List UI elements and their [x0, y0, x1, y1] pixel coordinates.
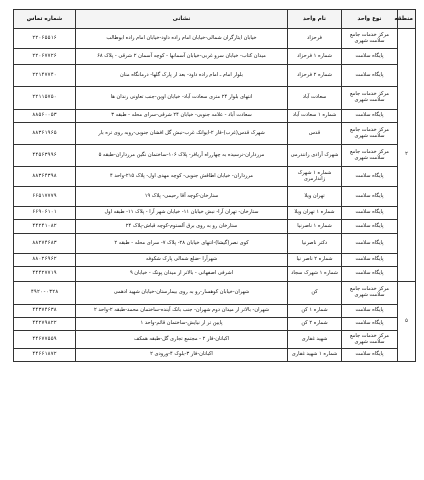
phone-cell: ۲۲۱۱۵۷۵۰ — [14, 87, 76, 110]
type-cell: پایگاه سلامت — [342, 349, 398, 362]
name-cell: شماره ۱ شهرک سجاد — [288, 267, 342, 282]
name-cell: شماره ۲ کن — [288, 318, 342, 331]
address-cell: اشرفی اصفهانی - بالاتر از میدان پونک - خیابان ۹ — [76, 267, 288, 282]
phone-cell: ۴۴۴۲۷۷۱۹ — [14, 267, 76, 282]
type-cell: پایگاه سلامت — [342, 305, 398, 318]
phone-cell: ۴۹۲۰-۰۳۲۸ — [14, 282, 76, 305]
name-cell: شهید غفاری — [288, 331, 342, 349]
address-cell: انتهای بلوار ۲۴ متری سعادت آباد- خیابان اوین-جنب تعاونی زندان ها — [76, 87, 288, 110]
type-cell: مرکز خدمات جامع سلامت شهری — [342, 29, 398, 49]
type-cell: مرکز خدمات جامع سلامت شهری — [342, 123, 398, 145]
table-row — [14, 220, 416, 234]
type-cell: مرکز خدمات جامع سلامت شهری — [342, 282, 398, 305]
name-cell: تهران ویلا — [288, 187, 342, 207]
address-cell: مرزداران- خیابان اطاقش جنوبی- کوچه مهدی اول- پلاک ۲۱۵-واحد ۴ — [76, 167, 288, 187]
address-cell: شهران- بالاتر از میدان دوم شهران- جنب بانک آینده-ساختمان محمد-طبقه ۲-واحد ۲ — [76, 305, 288, 318]
name-cell: فرحزاد — [288, 29, 342, 49]
region-cell: ۲ — [398, 29, 416, 282]
table-row — [14, 282, 416, 305]
type-cell: پایگاه سلامت — [342, 234, 398, 254]
name-cell: دکتر ناصرنیا — [288, 234, 342, 254]
address-cell: پایین تر از نیایش-ساختمان قائم-واحد ۱ — [76, 318, 288, 331]
type-cell: پایگاه سلامت — [342, 207, 398, 220]
table-row — [14, 318, 416, 331]
address-cell: اکباتان-فاز ۳-بلوک ۴-ورودی ۲ — [76, 349, 288, 362]
phone-cell: ۴۴۵۶۳۹۹۶ — [14, 145, 76, 167]
table-row — [14, 87, 416, 110]
phone-cell: ۴۴۳۷۴۶۳۸ — [14, 305, 76, 318]
header-name: نام واحد — [288, 10, 342, 29]
name-cell: شماره ۱ کن — [288, 305, 342, 318]
name-cell: شماره ۲ فرحزاد — [288, 65, 342, 87]
table-row — [14, 123, 416, 145]
header-phone: شماره تماس — [14, 10, 76, 29]
type-cell: پایگاه سلامت — [342, 49, 398, 65]
table-row — [14, 167, 416, 187]
name-cell: شماره ۱ فرحزاد — [288, 49, 342, 65]
type-cell: پایگاه سلامت — [342, 318, 398, 331]
name-cell: شماره ۱ تهران ویلا — [288, 207, 342, 220]
address-cell: بلوار امام ـ امام زاده داود- بعد از پارک گلها- درمانگاه منان — [76, 65, 288, 87]
type-cell: مرکز خدمات جامع سلامت شهری — [342, 145, 398, 167]
phone-cell: ۴۴۲۷۹۸۲۲ — [14, 318, 76, 331]
address-cell: شهران-خیابان کوهسار-رو به روی بیمارستان-خیابان شهید ادهمی — [76, 282, 288, 305]
type-cell: پایگاه سلامت — [342, 110, 398, 123]
table-row — [14, 267, 416, 282]
phone-cell: ۴۴۶۶۱۸۷۲ — [14, 349, 76, 362]
address-cell: ستارخان- تهران آرا- نبش خیابان ۱۱- خیابان شهر آرا - پلاک ۱۱- طبقه اول — [76, 207, 288, 220]
phone-cell: ۶۶۹۰۶۱۰۱ — [14, 207, 76, 220]
region-cell: ۵ — [398, 282, 416, 362]
name-cell: شماره ۱ شهید غفاری — [288, 349, 342, 362]
address-cell: اکباتان-فاز ۲ - مجتمع تجاری گل-طبقه همکف — [76, 331, 288, 349]
table-row — [14, 207, 416, 220]
name-cell: شماره ۱ ناصرنیا — [288, 220, 342, 234]
table-header-row — [14, 10, 416, 29]
type-cell: پایگاه سلامت — [342, 187, 398, 207]
phone-cell: ۸۸۲۷۴۶۸۳ — [14, 234, 76, 254]
phone-cell: ۶۶۵۱۷۷۷۹ — [14, 187, 76, 207]
table-row — [14, 234, 416, 254]
phone-cell: ۸۸۳۶۴۳۹۸ — [14, 167, 76, 187]
address-cell: سعادت آباد - علامه جنوبی- خیابان ۲۴ شرقی-سرای محله - طبقه ۳ — [76, 110, 288, 123]
name-cell: سعادت آباد — [288, 87, 342, 110]
table-row — [14, 110, 416, 123]
phone-cell: ۸۸۰۲۶۹۶۲ — [14, 254, 76, 267]
name-cell: شهرک آزادی زانندرمی — [288, 145, 342, 167]
address-cell: کوی نصر(گیشا)-انتهای خیابان ۲۸- پلاک ۷- سرای محله - طبقه ۲ — [76, 234, 288, 254]
table-row — [14, 254, 416, 267]
address-cell: ستارخان رو به روی برق آلستوم-کوچه قباش-پلاک ۲۴ — [76, 220, 288, 234]
address-cell: خیابان ایثارگران شمالی-خیابان امام زاده داود-خیابان امام زاده ابوطالب — [76, 29, 288, 49]
phone-cell: ۴۴۶۷۷۵۵۹ — [14, 331, 76, 349]
table-row — [14, 49, 416, 65]
address-cell: شهرک قدس(غرب)-فاز ۲-ایوانک غرب-نبش گل افشان جنوبی-روبه روی تره بار — [76, 123, 288, 145]
table-row — [14, 145, 416, 167]
header-region: منطقه — [398, 10, 416, 29]
table-row — [14, 331, 416, 349]
phone-cell: ۲۲۰۶۷۷۲۶ — [14, 49, 76, 65]
type-cell: پایگاه سلامت — [342, 254, 398, 267]
type-cell: پایگاه سلامت — [342, 220, 398, 234]
phone-cell: ۸۸۵۶۰۰۵۳ — [14, 110, 76, 123]
name-cell: قدس — [288, 123, 342, 145]
phone-cell: ۲۲۰۶۵۵۱۶ — [14, 29, 76, 49]
table-row — [14, 29, 416, 49]
type-cell: مرکز خدمات جامع سلامت شهری — [342, 331, 398, 349]
table-row — [14, 65, 416, 87]
table-body — [14, 29, 416, 362]
type-cell: پایگاه سلامت — [342, 267, 398, 282]
header-address: نشانی — [76, 10, 288, 29]
name-cell: شماره ۱ شهرک ژاندارمری — [288, 167, 342, 187]
name-cell: شماره ۱ سعادت آباد — [288, 110, 342, 123]
name-cell: شماره ۲ ناصر نیا — [288, 254, 342, 267]
type-cell: پایگاه سلامت — [342, 167, 398, 187]
table-row — [14, 305, 416, 318]
name-cell: کن — [288, 282, 342, 305]
address-cell: شهرآرا -ضلع شمالی پارک شکوفه — [76, 254, 288, 267]
address-cell: مرزداران-نرسیده به چهارراه آریافر- پلاک ۱۰۶-ساختمان نگین مرزداران-طبقه ۵ — [76, 145, 288, 167]
phone-cell: ۸۸۳۶۱۹۶۵ — [14, 123, 76, 145]
table-row — [14, 349, 416, 362]
address-cell: میدان کتاب- خیابان سرو غربی-خیابان آسمانها - کوچه آسمان ۲ شرقی - پلاک ۶۸ — [76, 49, 288, 65]
type-cell: پایگاه سلامت — [342, 65, 398, 87]
header-type: نوع واحد — [342, 10, 398, 29]
address-cell: ستارخان-کوچه آقا رحیمی- پلاک ۱۹ — [76, 187, 288, 207]
phone-cell: ۴۴۲۴۱۰۸۲ — [14, 220, 76, 234]
type-cell: مرکز خدمات جامع سلامت شهری — [342, 87, 398, 110]
health-centers-table — [13, 9, 416, 362]
phone-cell: ۲۲۱۴۷۷۴۰ — [14, 65, 76, 87]
table-row — [14, 187, 416, 207]
